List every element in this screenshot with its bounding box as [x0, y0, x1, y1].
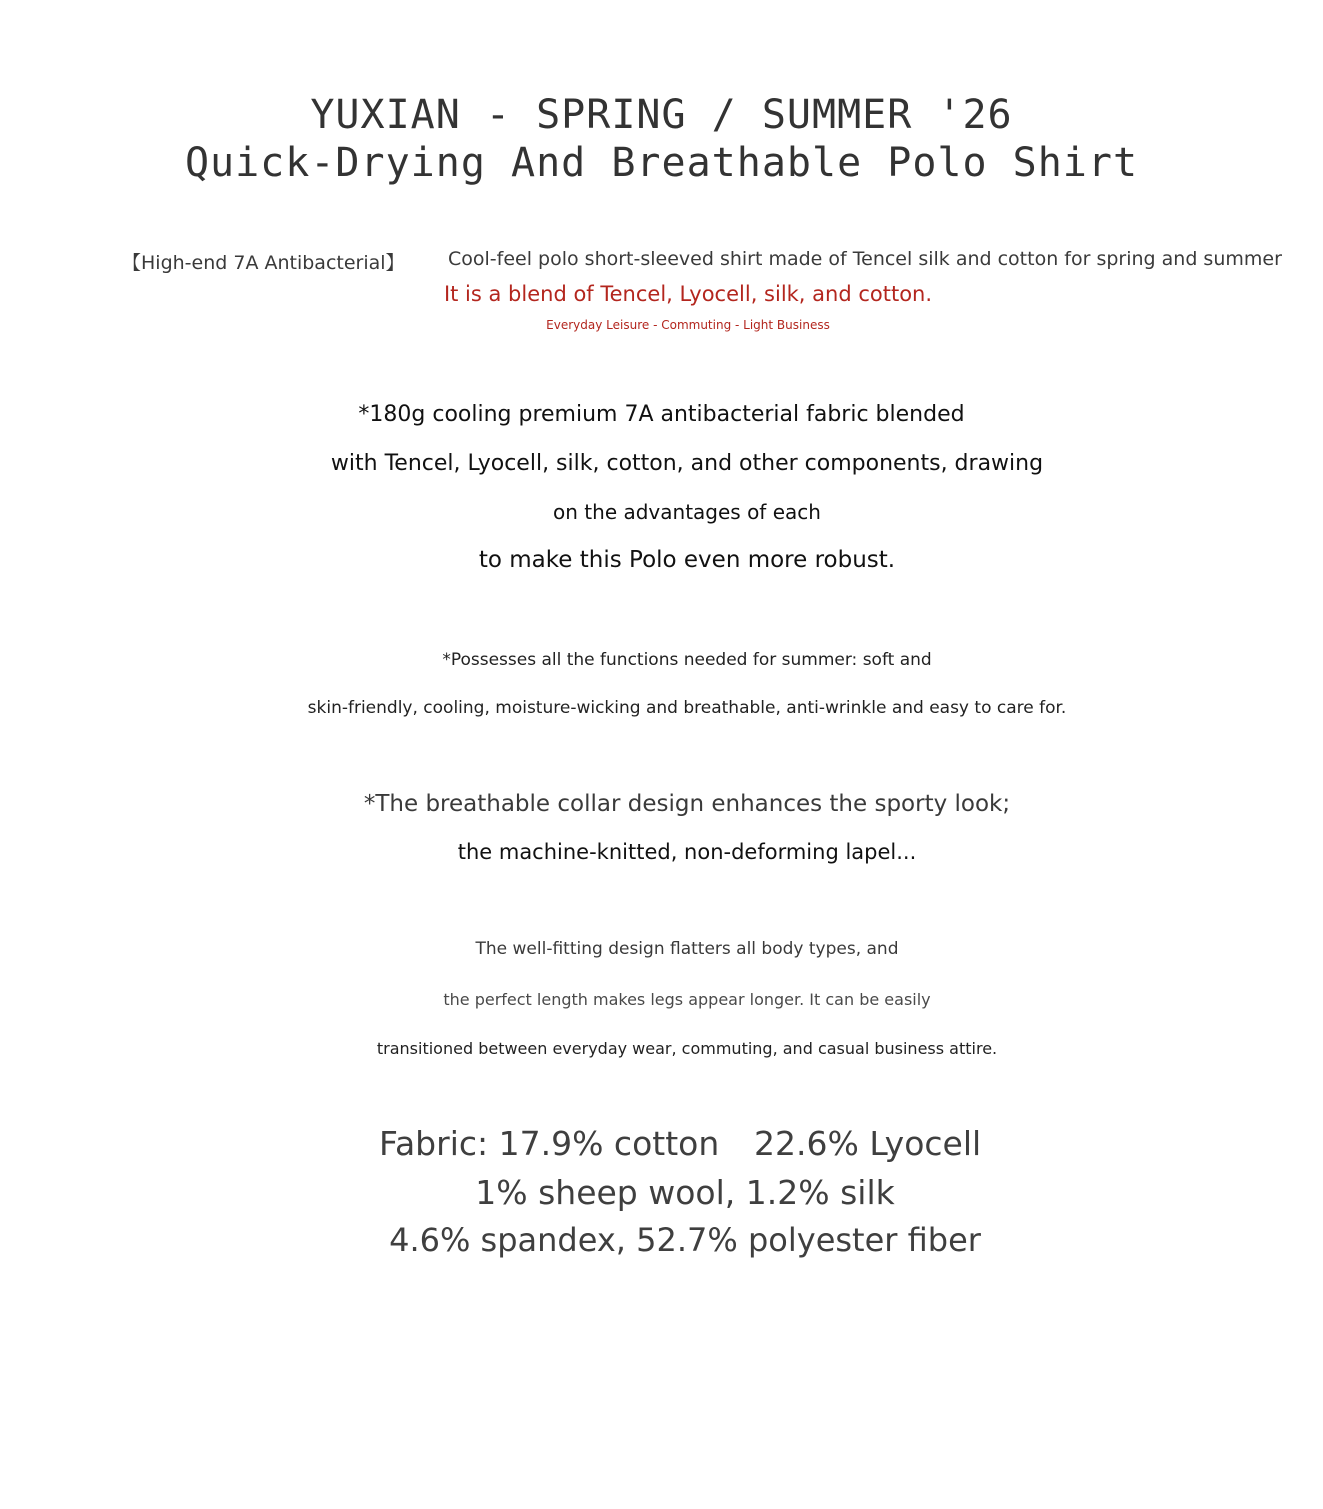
fabric-paragraph-line: on the advantages of each	[553, 500, 821, 524]
composition-cotton: Fabric: 17.9% cotton	[379, 1124, 720, 1163]
usage-scenarios: Everyday Leisure - Commuting - Light Business	[546, 318, 830, 332]
functions-paragraph-line: skin-friendly, cooling, moisture-wicking and breathable, anti-wrinkle and easy to care for.	[307, 698, 1067, 718]
brand-season-heading: YUXIAN - SPRING / SUMMER '26	[310, 92, 1013, 138]
collar-paragraph-line: the machine-knitted, non-deforming lapel...	[457, 840, 917, 864]
product-summary: Cool-feel polo short-sleeved shirt made of Tencel silk and cotton for spring and summer	[448, 248, 1282, 270]
composition-spandex-polyester: 4.6% spandex, 52.7% polyester fiber	[389, 1221, 981, 1259]
fabric-paragraph-line: with Tencel, Lyocell, silk, cotton, and other components, drawing	[330, 451, 1044, 476]
composition-wool-silk: 1% sheep wool, 1.2% silk	[475, 1173, 895, 1212]
fabric-paragraph-line: to make this Polo even more robust.	[478, 547, 896, 573]
fit-paragraph-line: the perfect length makes legs appear longer. It can be easily	[443, 990, 931, 1009]
fit-paragraph-line: transitioned between everyday wear, commuting, and casual business attire.	[376, 1039, 998, 1058]
fabric-paragraph-line: *180g cooling premium 7A antibacterial fabric blended	[358, 402, 965, 427]
composition-lyocell: 22.6% Lyocell	[754, 1124, 982, 1163]
antibacterial-tag: 【High-end 7A Antibacterial】	[122, 252, 405, 274]
collar-paragraph-line: *The breathable collar design enhances the sporty look;	[363, 791, 1011, 817]
functions-paragraph-line: *Possesses all the functions needed for summer: soft and	[442, 650, 932, 670]
fit-paragraph-line: The well-fitting design flatters all body types, and	[475, 939, 899, 959]
blend-statement: It is a blend of Tencel, Lyocell, silk, and cotton.	[443, 282, 933, 306]
product-title: Quick-Drying And Breathable Polo Shirt	[184, 140, 1139, 186]
